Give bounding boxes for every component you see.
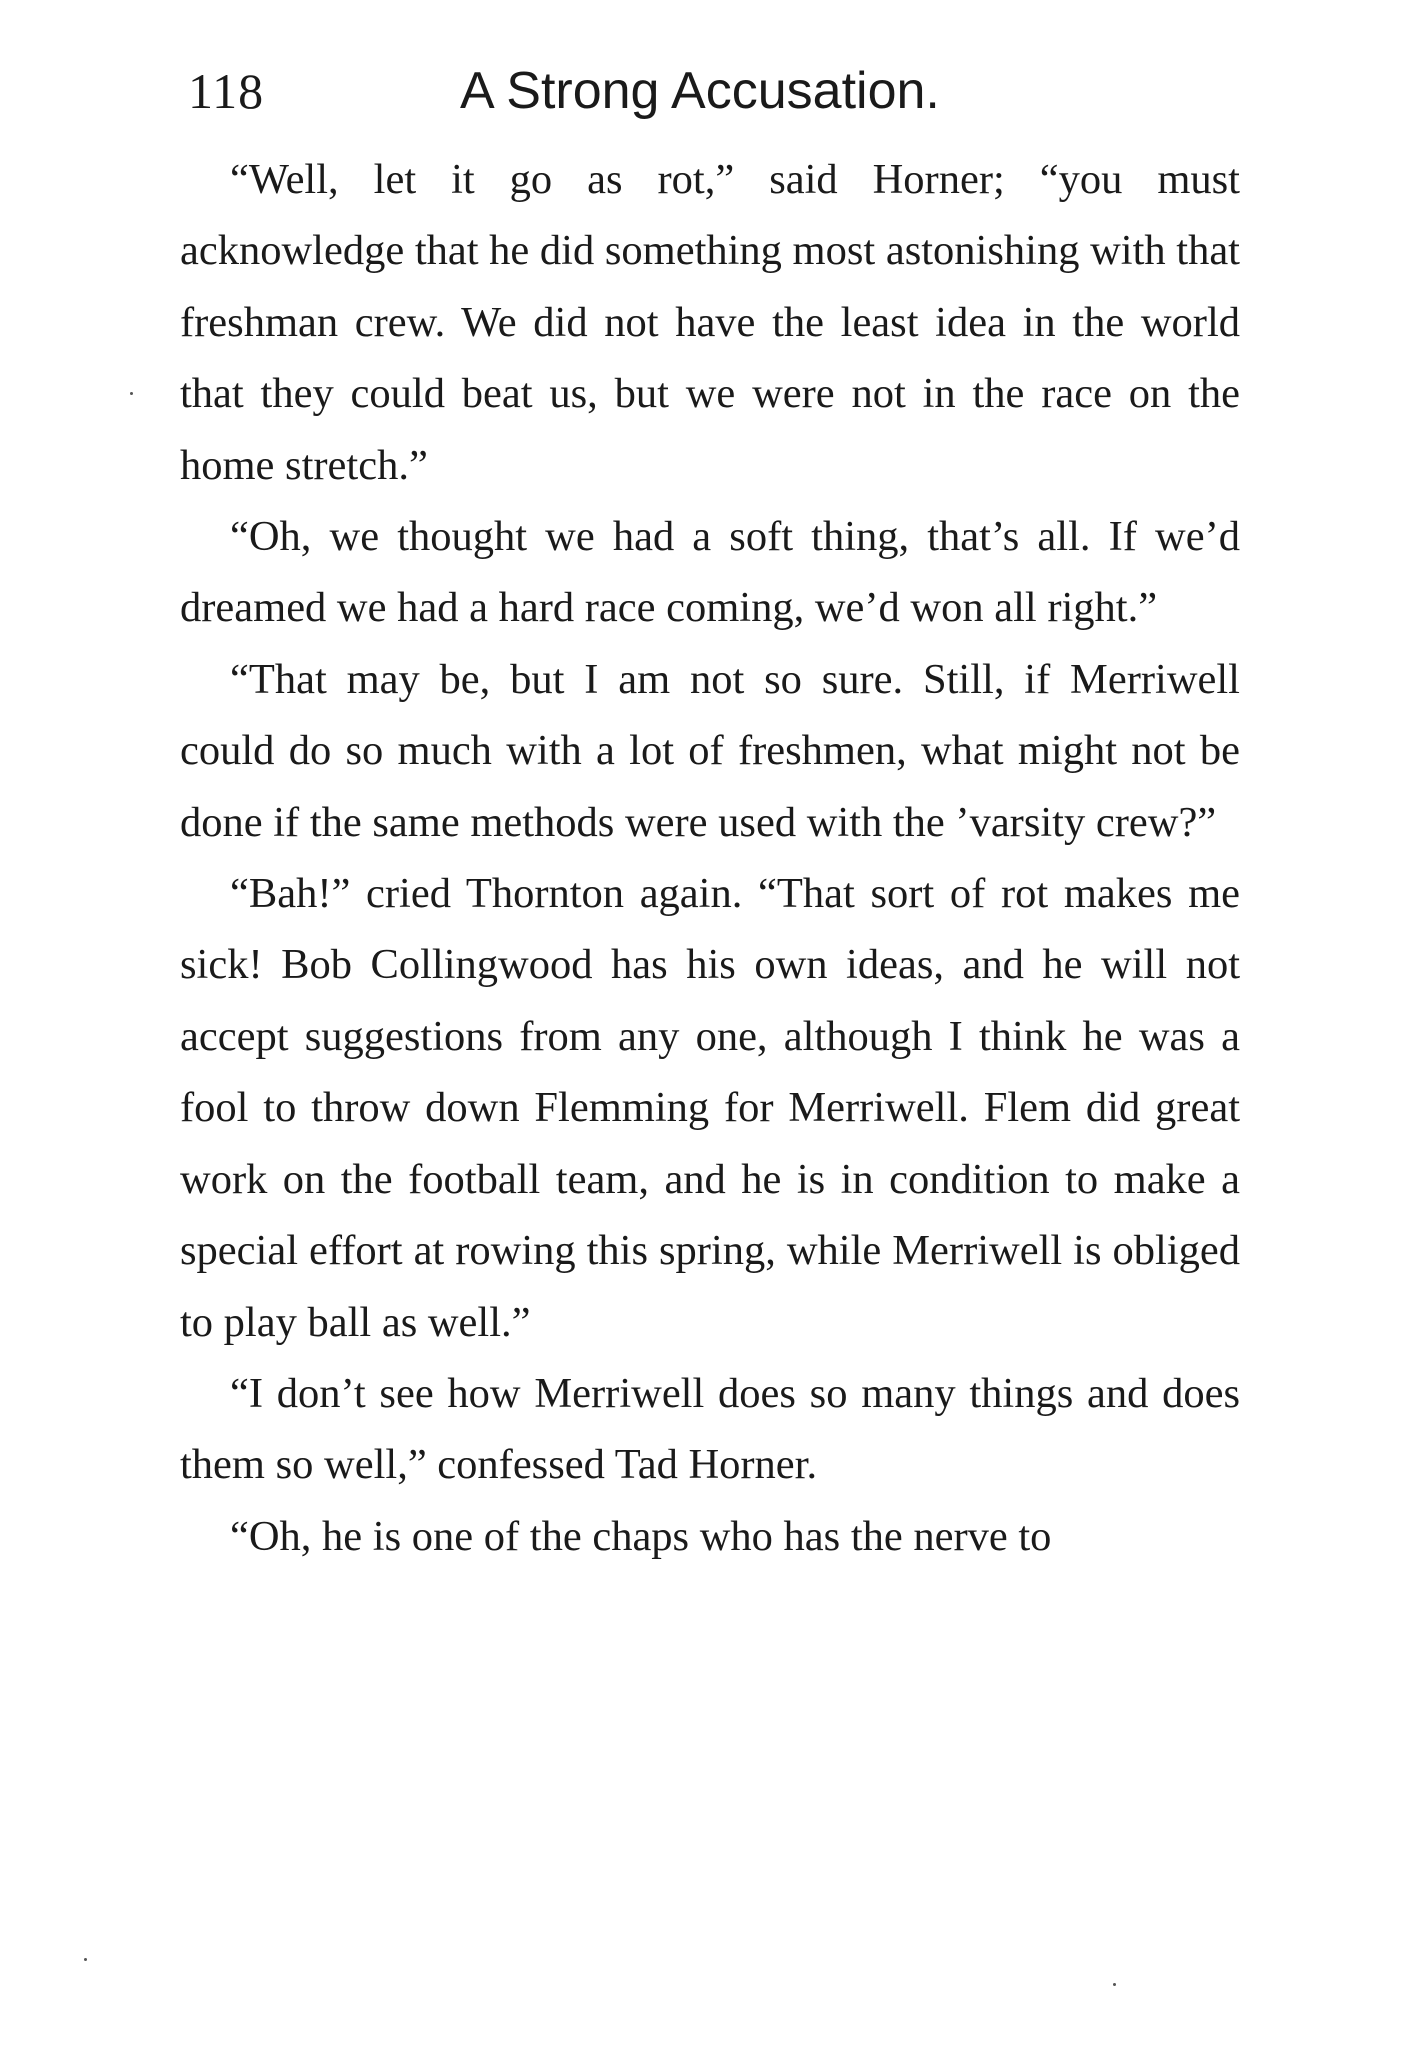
scan-speck — [130, 392, 133, 395]
running-title: A Strong Accusation. — [460, 62, 940, 120]
page-header — [180, 56, 1240, 126]
paragraph: “Well, let it go as rot,” said Horner; “you must acknowledge that he did something most astonishing with that freshman crew. We did not have the least idea in the world that they could beat us, but we were not in the race on the home stretch.” — [180, 156, 1240, 489]
scan-speck — [84, 1958, 87, 1961]
body-text — [180, 144, 1240, 1572]
paragraph: “Oh, he is one of the chaps who has the nerve to — [230, 1512, 1052, 1560]
paragraph: “Oh, we thought we had a soft thing, that’s all. If we’d dreamed we had a hard race coming, we’d won all right.” — [180, 513, 1240, 632]
paragraph: “Bah!” cried Thornton again. “That sort of rot makes me sick! Bob Collingwood has his own ideas, and he will not accept suggestions from any one, although I think he was a fool to throw down Flemming for Merriwell. Flem did great work on the football team, and he is in condition to make a special effort at rowing this spring, while Merriwell is obliged to play ball as well.” — [180, 870, 1240, 1346]
scan-speck — [1113, 1983, 1116, 1986]
paragraph: “I don’t see how Merriwell does so many things and does them so well,” confessed Tad Horner. — [180, 1369, 1240, 1489]
paragraph: “That may be, but I am not so sure. Still, if Merriwell could do so much with a lot of freshmen, what might not be done if the same methods were used with the ’varsity crew?” — [180, 655, 1240, 846]
page-number: 118 — [188, 63, 265, 119]
